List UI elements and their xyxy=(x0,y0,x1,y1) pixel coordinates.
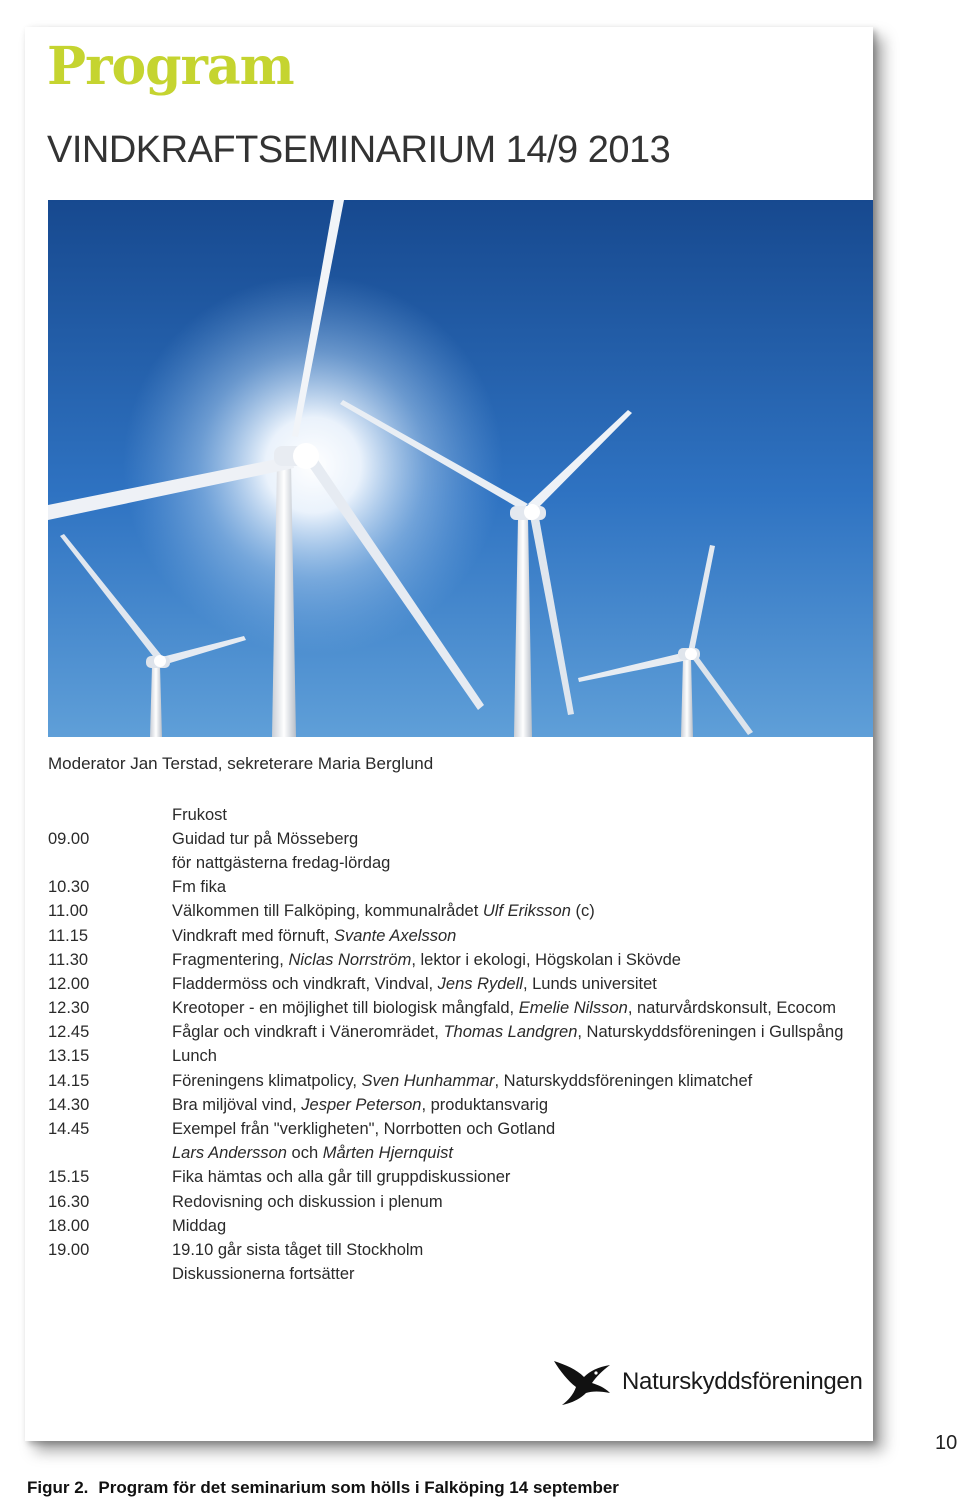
schedule-time: 11.30 xyxy=(48,950,89,969)
program-heading: Program xyxy=(47,36,294,97)
speaker-name: Jens Rydell xyxy=(437,974,523,993)
schedule-row xyxy=(48,1214,848,1238)
moderator-line: Moderator Jan Terstad, sekreterare Maria Berglund xyxy=(48,754,434,773)
schedule-text: Fragmentering, xyxy=(172,950,289,969)
schedule-text: Lunch xyxy=(172,1047,217,1066)
schedule-text: Kreotoper - en möjlighet till biologisk mångfald, xyxy=(172,999,519,1018)
schedule-text: Redovisning och diskussion i plenum xyxy=(172,1192,443,1211)
figure-caption xyxy=(27,1478,619,1498)
schedule-description xyxy=(172,1241,848,1260)
schedule-description xyxy=(172,999,848,1018)
schedule-row xyxy=(48,972,848,996)
schedule-text: Föreningens klimatpolicy, xyxy=(172,1071,362,1090)
schedule-description xyxy=(172,951,848,970)
schedule-description xyxy=(172,902,848,921)
schedule-text: Bra miljöval vind, xyxy=(172,1095,302,1114)
schedule-text: Guidad tur på Mösseberg xyxy=(172,829,359,848)
schedule-row xyxy=(48,924,848,948)
schedule-row xyxy=(48,1021,848,1045)
schedule-row xyxy=(48,1069,848,1093)
schedule-row xyxy=(48,1190,848,1214)
schedule-time: 12.00 xyxy=(48,974,90,993)
speaker-name: Emelie Nilsson xyxy=(518,999,628,1018)
schedule-description xyxy=(172,1217,848,1236)
schedule-description xyxy=(172,1096,848,1115)
schedule-row xyxy=(48,1093,848,1117)
logo-text: Naturskyddsföreningen xyxy=(622,1368,863,1395)
schedule-description xyxy=(172,854,848,873)
schedule-row xyxy=(48,900,848,924)
schedule-description xyxy=(172,1193,848,1212)
schedule-row xyxy=(48,1117,848,1141)
schedule-time: 14.45 xyxy=(48,1120,90,1139)
schedule-text: Fladdermöss och vindkraft, Vindval, xyxy=(172,974,438,993)
schedule-description xyxy=(172,830,848,849)
schedule-time: 11.15 xyxy=(48,926,89,945)
schedule-description xyxy=(172,1144,848,1163)
schedule-text: Välkommen till Falköping, kommunalrådet xyxy=(172,902,483,921)
schedule-time: 12.45 xyxy=(48,1023,90,1042)
schedule-text: för nattgästerna fredag-lördag xyxy=(172,853,391,872)
schedule-text: , naturvårdskonsult, Ecocom xyxy=(627,999,836,1018)
schedule-text: Middag xyxy=(172,1216,227,1235)
schedule-time: 13.15 xyxy=(48,1047,90,1066)
schedule-row xyxy=(48,997,848,1021)
schedule-row xyxy=(48,1045,848,1069)
schedule-time: 19.00 xyxy=(48,1240,90,1259)
schedule-text: , Lunds universitet xyxy=(522,974,657,993)
schedule-time: 12.30 xyxy=(48,999,90,1018)
speaker-name: Niclas Norrström xyxy=(288,950,412,969)
schedule-description xyxy=(172,927,848,946)
schedule-description xyxy=(172,975,848,994)
schedule-row xyxy=(48,803,848,827)
schedule-description xyxy=(172,878,848,897)
schedule-time: 15.15 xyxy=(48,1168,90,1187)
speaker-name: Lars Andersson xyxy=(172,1144,287,1163)
schedule-time: 14.15 xyxy=(48,1071,90,1090)
schedule-text: , produktansvarig xyxy=(421,1095,549,1114)
schedule-text: Exempel från "verkligheten", Norrbotten och Gotland xyxy=(172,1120,556,1139)
schedule-text: och xyxy=(286,1144,323,1163)
schedule-text: , lektor i ekologi, Högskolan i Skövde xyxy=(411,950,681,969)
speaker-name: Jesper Peterson xyxy=(301,1095,422,1114)
schedule-row xyxy=(48,827,848,851)
page-number: 10 xyxy=(935,1432,958,1454)
schedule-time: 14.30 xyxy=(48,1095,90,1114)
speaker-name: Svante Axelsson xyxy=(334,926,457,945)
schedule-description xyxy=(172,1120,848,1139)
program-flyer xyxy=(25,27,873,1441)
schedule-text: , Naturskyddsföreningen i Gullspång xyxy=(577,1023,844,1042)
seminar-title: VINDKRAFTSEMINARIUM 14/9 2013 xyxy=(47,129,671,171)
schedule-text: , Naturskyddsföreningen klimatchef xyxy=(494,1071,753,1090)
speaker-name: Ulf Eriksson xyxy=(482,902,571,921)
schedule-text: Fm fika xyxy=(172,878,227,897)
naturskyddsforeningen-logo xyxy=(552,1354,863,1410)
schedule-description xyxy=(172,1265,848,1284)
schedule-text: (c) xyxy=(570,902,595,921)
wind-turbines-photo xyxy=(48,200,873,737)
schedule-text: Fika hämtas och alla går till gruppdiskussioner xyxy=(172,1168,511,1187)
schedule-row xyxy=(48,1238,848,1262)
schedule-time: 11.00 xyxy=(48,902,89,921)
schedule-description xyxy=(172,1023,848,1042)
schedule-text: Diskussionerna fortsätter xyxy=(172,1265,355,1284)
schedule-row xyxy=(48,1263,848,1287)
schedule-text: Fåglar och vindkraft i Väneromrädet, xyxy=(172,1023,444,1042)
schedule-time: 16.30 xyxy=(48,1192,90,1211)
schedule-row xyxy=(48,1142,848,1166)
caption-text: Program för det seminarium som hölls i Falköping 14 september xyxy=(98,1478,619,1497)
schedule-row xyxy=(48,851,848,875)
schedule-row xyxy=(48,1166,848,1190)
schedule-list xyxy=(48,803,848,1287)
speaker-name: Sven Hunhammar xyxy=(361,1071,495,1090)
schedule-text: Vindkraft med förnuft, xyxy=(172,926,335,945)
schedule-time: 10.30 xyxy=(48,878,90,897)
schedule-description xyxy=(172,1072,848,1091)
schedule-text: Frukost xyxy=(172,805,228,824)
schedule-row xyxy=(48,876,848,900)
schedule-time: 18.00 xyxy=(48,1216,90,1235)
schedule-description xyxy=(172,1168,848,1187)
speaker-name: Thomas Landgren xyxy=(443,1023,578,1042)
schedule-time: 09.00 xyxy=(48,829,90,848)
schedule-description xyxy=(172,1047,848,1066)
schedule-row xyxy=(48,948,848,972)
wind-turbines-illustration xyxy=(48,200,873,737)
schedule-description xyxy=(172,806,848,825)
speaker-name: Mårten Hjernquist xyxy=(322,1144,453,1163)
caption-label: Figur 2. xyxy=(27,1478,89,1497)
schedule-text: 19.10 går sista tåget till Stockholm xyxy=(172,1240,424,1259)
swallow-bird-icon xyxy=(552,1357,612,1407)
